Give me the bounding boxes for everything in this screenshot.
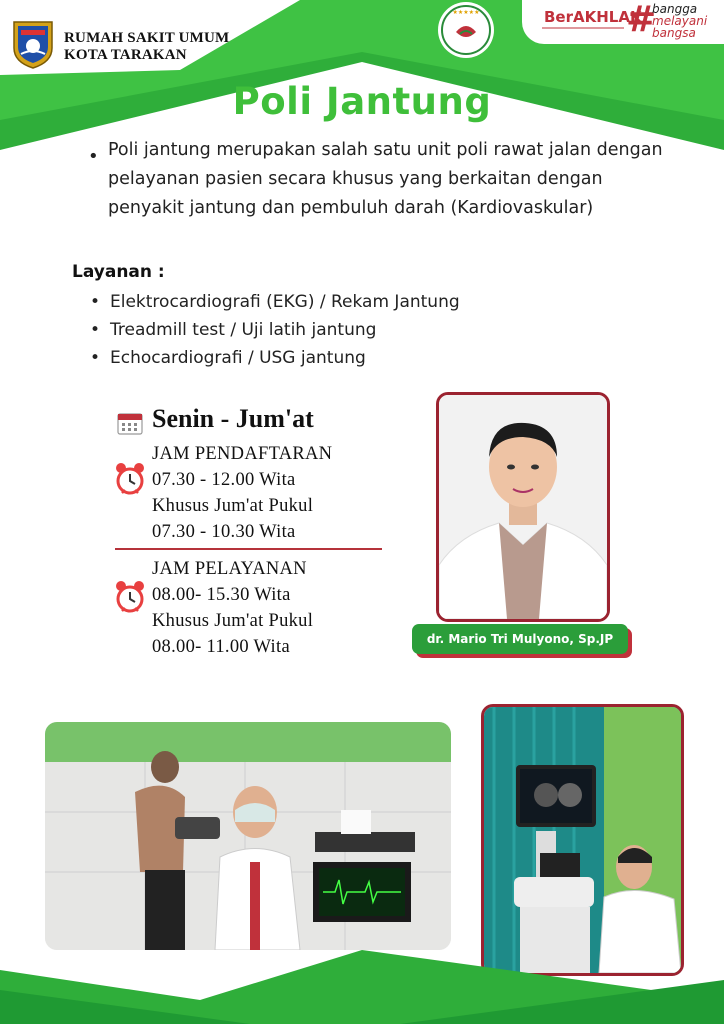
description-text: Poli jantung merupakan salah satu unit poli rawat jalan dengan pelayanan pasien secara khusus yang berkaitan dengan penyakit jantung dan pembuluh darah (Kardiovaskular) [108,140,663,218]
hospital-name [64,30,229,64]
tagline-word: bangsa [652,26,696,40]
services-heading: Layanan : [72,262,165,282]
paripurna-badge [438,2,494,58]
hospital-name-line1: RUMAH SAKIT UMUM [64,30,230,46]
treadmill-test-photo [45,722,451,950]
calendar-icon [117,411,143,435]
footer-background [0,940,724,1024]
service-item: • Elektrocardiografi (EKG) / Rekam Jantung [90,288,460,316]
doctor-portrait-image [439,395,607,619]
berakhlak-text: BerAKHLAK [544,8,642,26]
svg-text:★★★★★: ★★★★★ [452,9,480,16]
service-friday-label: Khusus Jum'at Pukul [152,611,314,631]
schedule-divider [115,548,382,550]
alarm-clock-icon [115,580,145,614]
hashtag-icon: # [626,0,657,40]
paripurna-badge-icon [438,2,494,58]
page-title: Poli Jantung [232,80,492,123]
doctor-photo [436,392,610,622]
services-list [90,288,460,372]
service-hours [152,556,313,660]
registration-hours [152,441,332,545]
tagline-word: melayani [652,14,708,28]
service-friday-time: 08.00- 11.00 Wita [152,637,290,657]
registration-time: 07.30 - 12.00 Wita [152,470,296,490]
registration-friday-label: Khusus Jum'at Pukul [152,496,314,516]
city-crest-icon [12,18,54,70]
berakhlak-logo [522,0,724,44]
doctor-name-tag: dr. Mario Tri Mulyono, Sp.JP [412,624,628,654]
service-hours-time: 08.00- 15.30 Wita [152,585,291,605]
tagline [652,3,707,39]
service-hours-label: JAM PELAYANAN [152,559,307,579]
echocardiography-image [484,707,681,973]
service-item: • Echocardiografi / USG jantung [90,344,460,372]
berakhlak-subline [542,27,624,29]
treadmill-test-image [45,722,451,950]
alarm-clock-icon [115,462,145,496]
echocardiography-photo [481,704,684,976]
hospital-name-line2: KOTA TARAKAN [64,47,187,63]
schedule-days: Senin - Jum'at [152,404,314,433]
description-bullet: • [88,146,99,167]
registration-friday-time: 07.30 - 10.30 Wita [152,522,296,542]
service-item: • Treadmill test / Uji latih jantung [90,316,460,344]
registration-label: JAM PENDAFTARAN [152,444,333,464]
tagline-word: bangga [652,2,698,16]
